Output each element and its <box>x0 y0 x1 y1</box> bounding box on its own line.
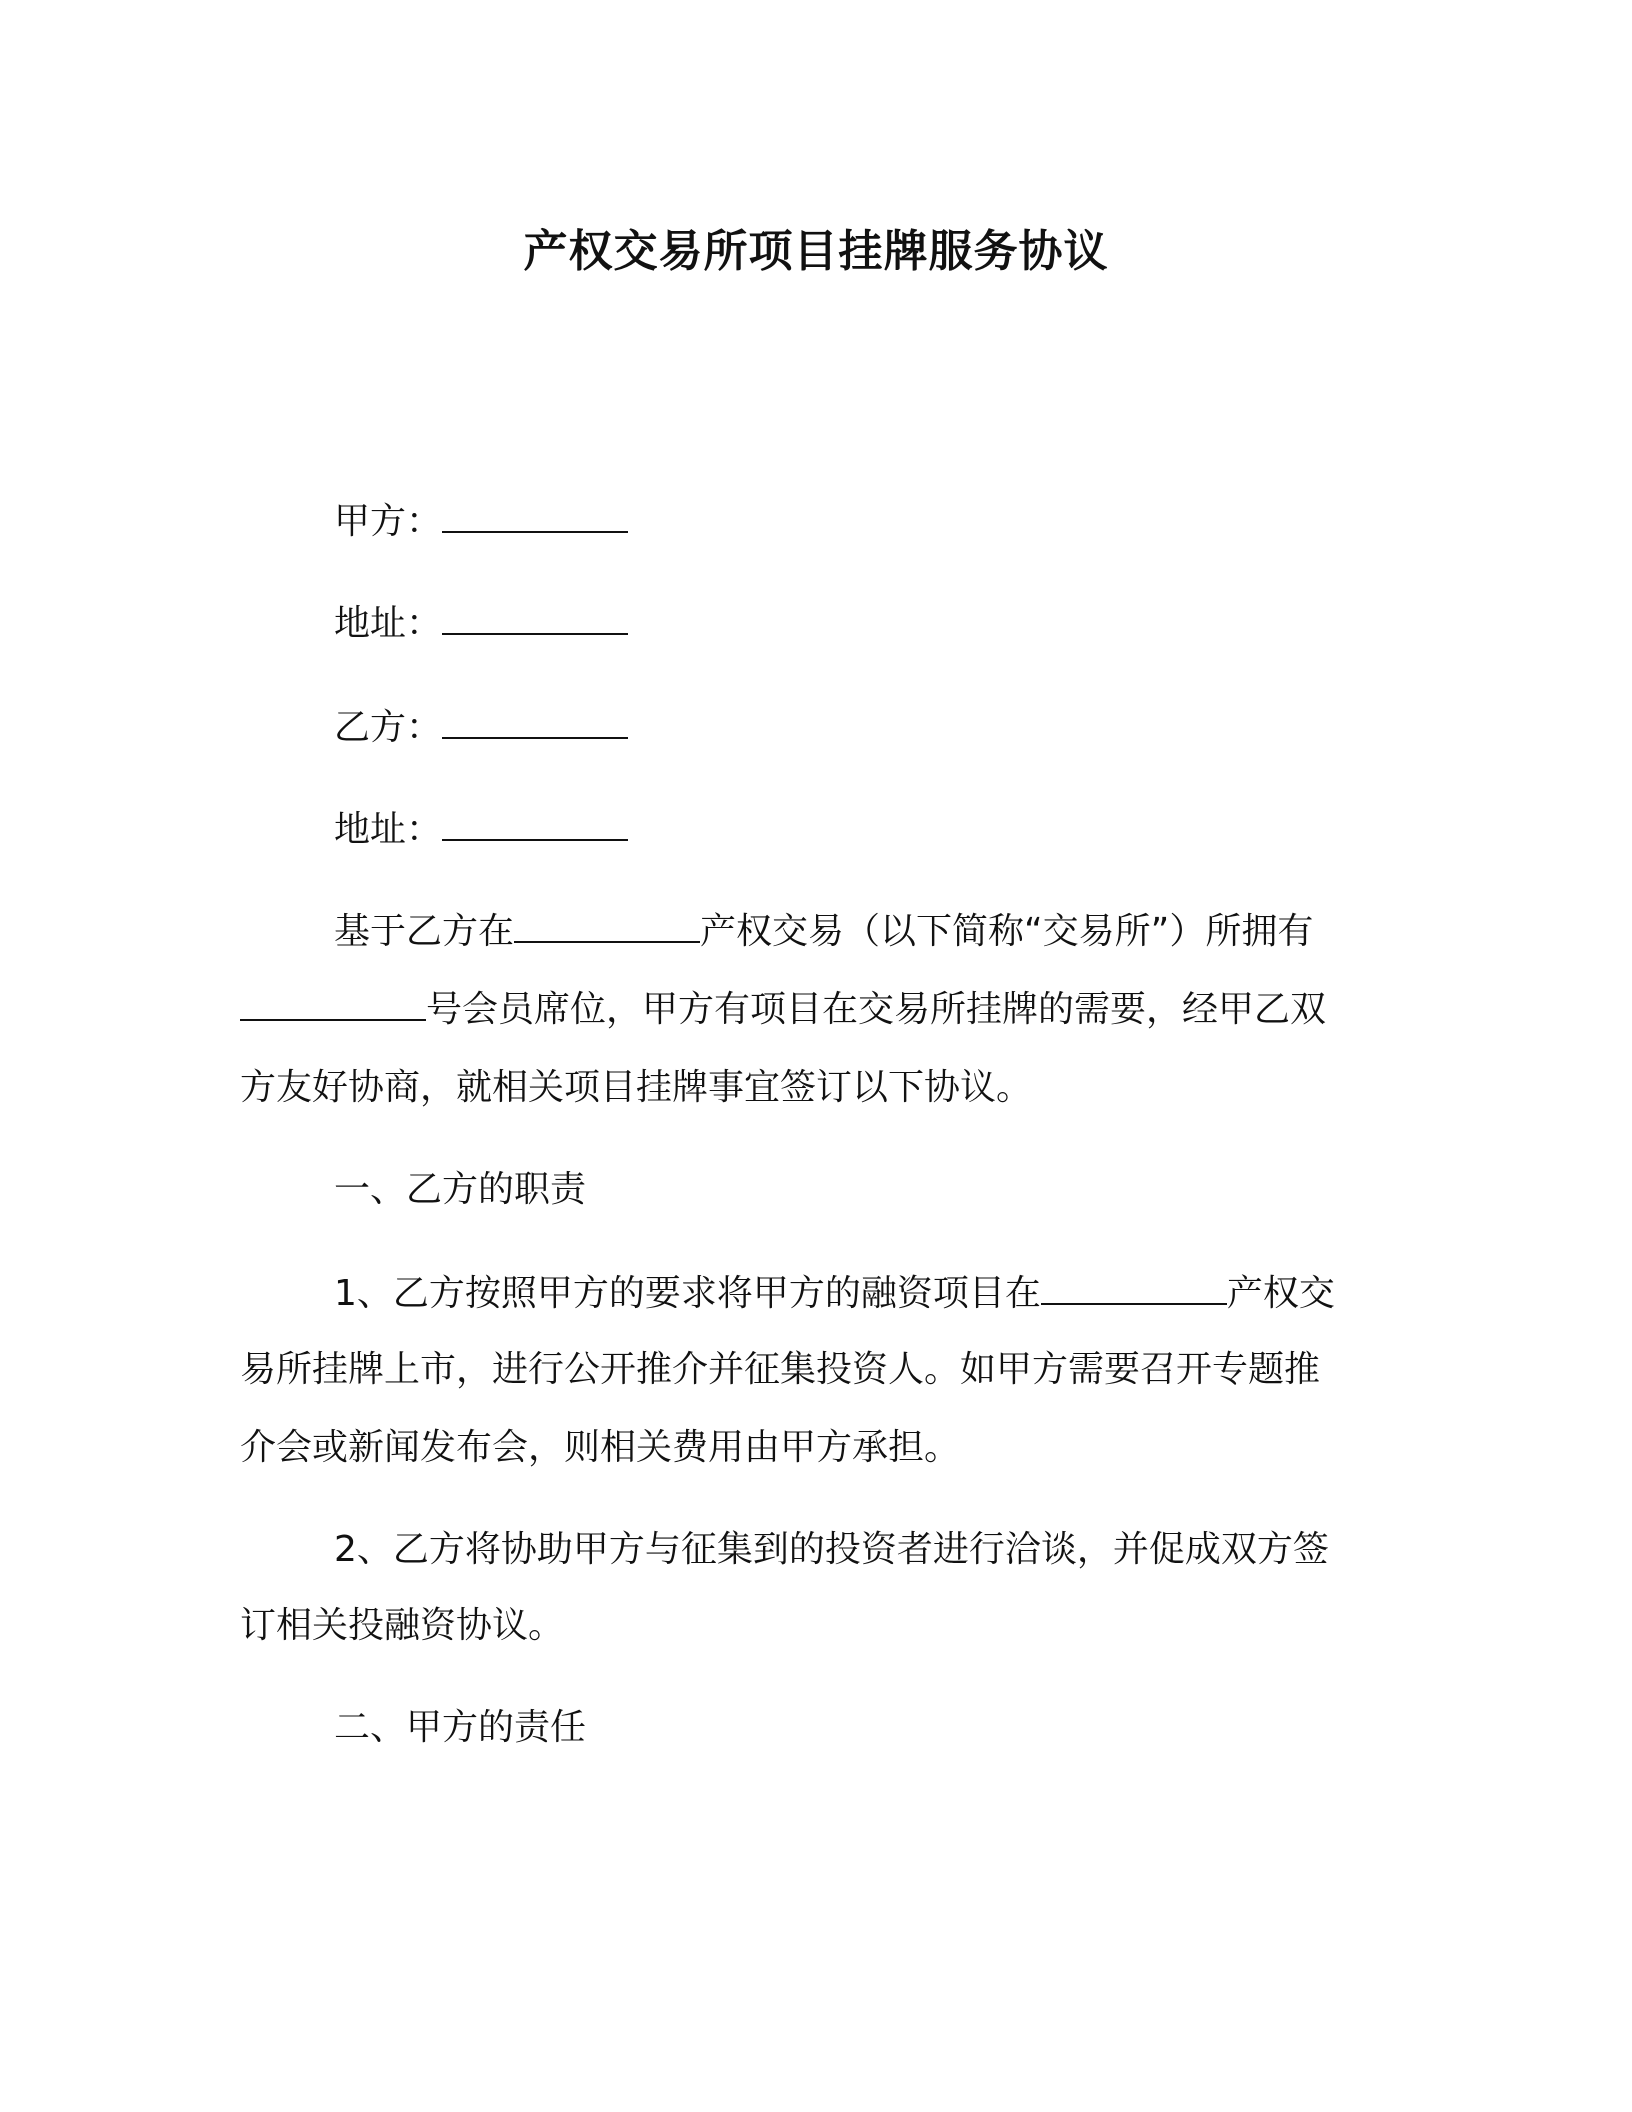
party-b-field <box>334 702 1484 754</box>
intro-text: 产权交易（以下简称“交易所”）所拥有 <box>700 911 1314 952</box>
address-b-field <box>334 804 1484 856</box>
exchange-blank <box>1041 1269 1227 1305</box>
item-text: 1、乙方按照甲方的要求将甲方的融资项目在 <box>334 1273 1041 1314</box>
item-text: 产权交 <box>1226 1273 1335 1314</box>
address-a-field <box>334 598 1484 650</box>
seat-number-blank <box>240 985 426 1021</box>
item-2-line-2: 订相关投融资协议。 <box>240 1605 565 1646</box>
intro-text: 基于乙方在 <box>334 911 515 952</box>
section-2-heading: 二、甲方的责任 <box>334 1707 587 1748</box>
intro-line-1 <box>334 906 1484 958</box>
intro-line-3: 方友好协商，就相关项目挂牌事宜签订以下协议。 <box>240 1067 1033 1108</box>
item-2-line-1: 2、乙方将协助甲方与征集到的投资者进行洽谈，并促成双方签 <box>334 1529 1329 1570</box>
item-1-line-3: 介会或新闻发布会，则相关费用由甲方承担。 <box>240 1427 961 1468</box>
exchange-name-blank <box>514 907 700 943</box>
section-1-heading: 一、乙方的职责 <box>334 1169 587 1210</box>
party-b-blank <box>442 703 628 739</box>
party-a-label: 甲方： <box>334 501 443 542</box>
party-a-field <box>334 496 1484 548</box>
item-1-line-1 <box>334 1268 1484 1320</box>
party-b-label: 乙方： <box>334 707 443 748</box>
address-b-blank <box>442 805 628 841</box>
party-a-blank <box>442 497 628 533</box>
item-1-line-2: 易所挂牌上市，进行公开推介并征集投资人。如甲方需要召开专题推 <box>240 1349 1321 1390</box>
intro-text: 号会员席位，甲方有项目在交易所挂牌的需要，经甲乙双 <box>426 989 1327 1030</box>
document-title: 产权交易所项目挂牌服务协议 <box>523 226 1109 277</box>
intro-line-2 <box>240 984 1390 1036</box>
address-b-label: 地址： <box>334 809 443 850</box>
address-a-blank <box>442 599 628 635</box>
address-a-label: 地址： <box>334 603 443 644</box>
